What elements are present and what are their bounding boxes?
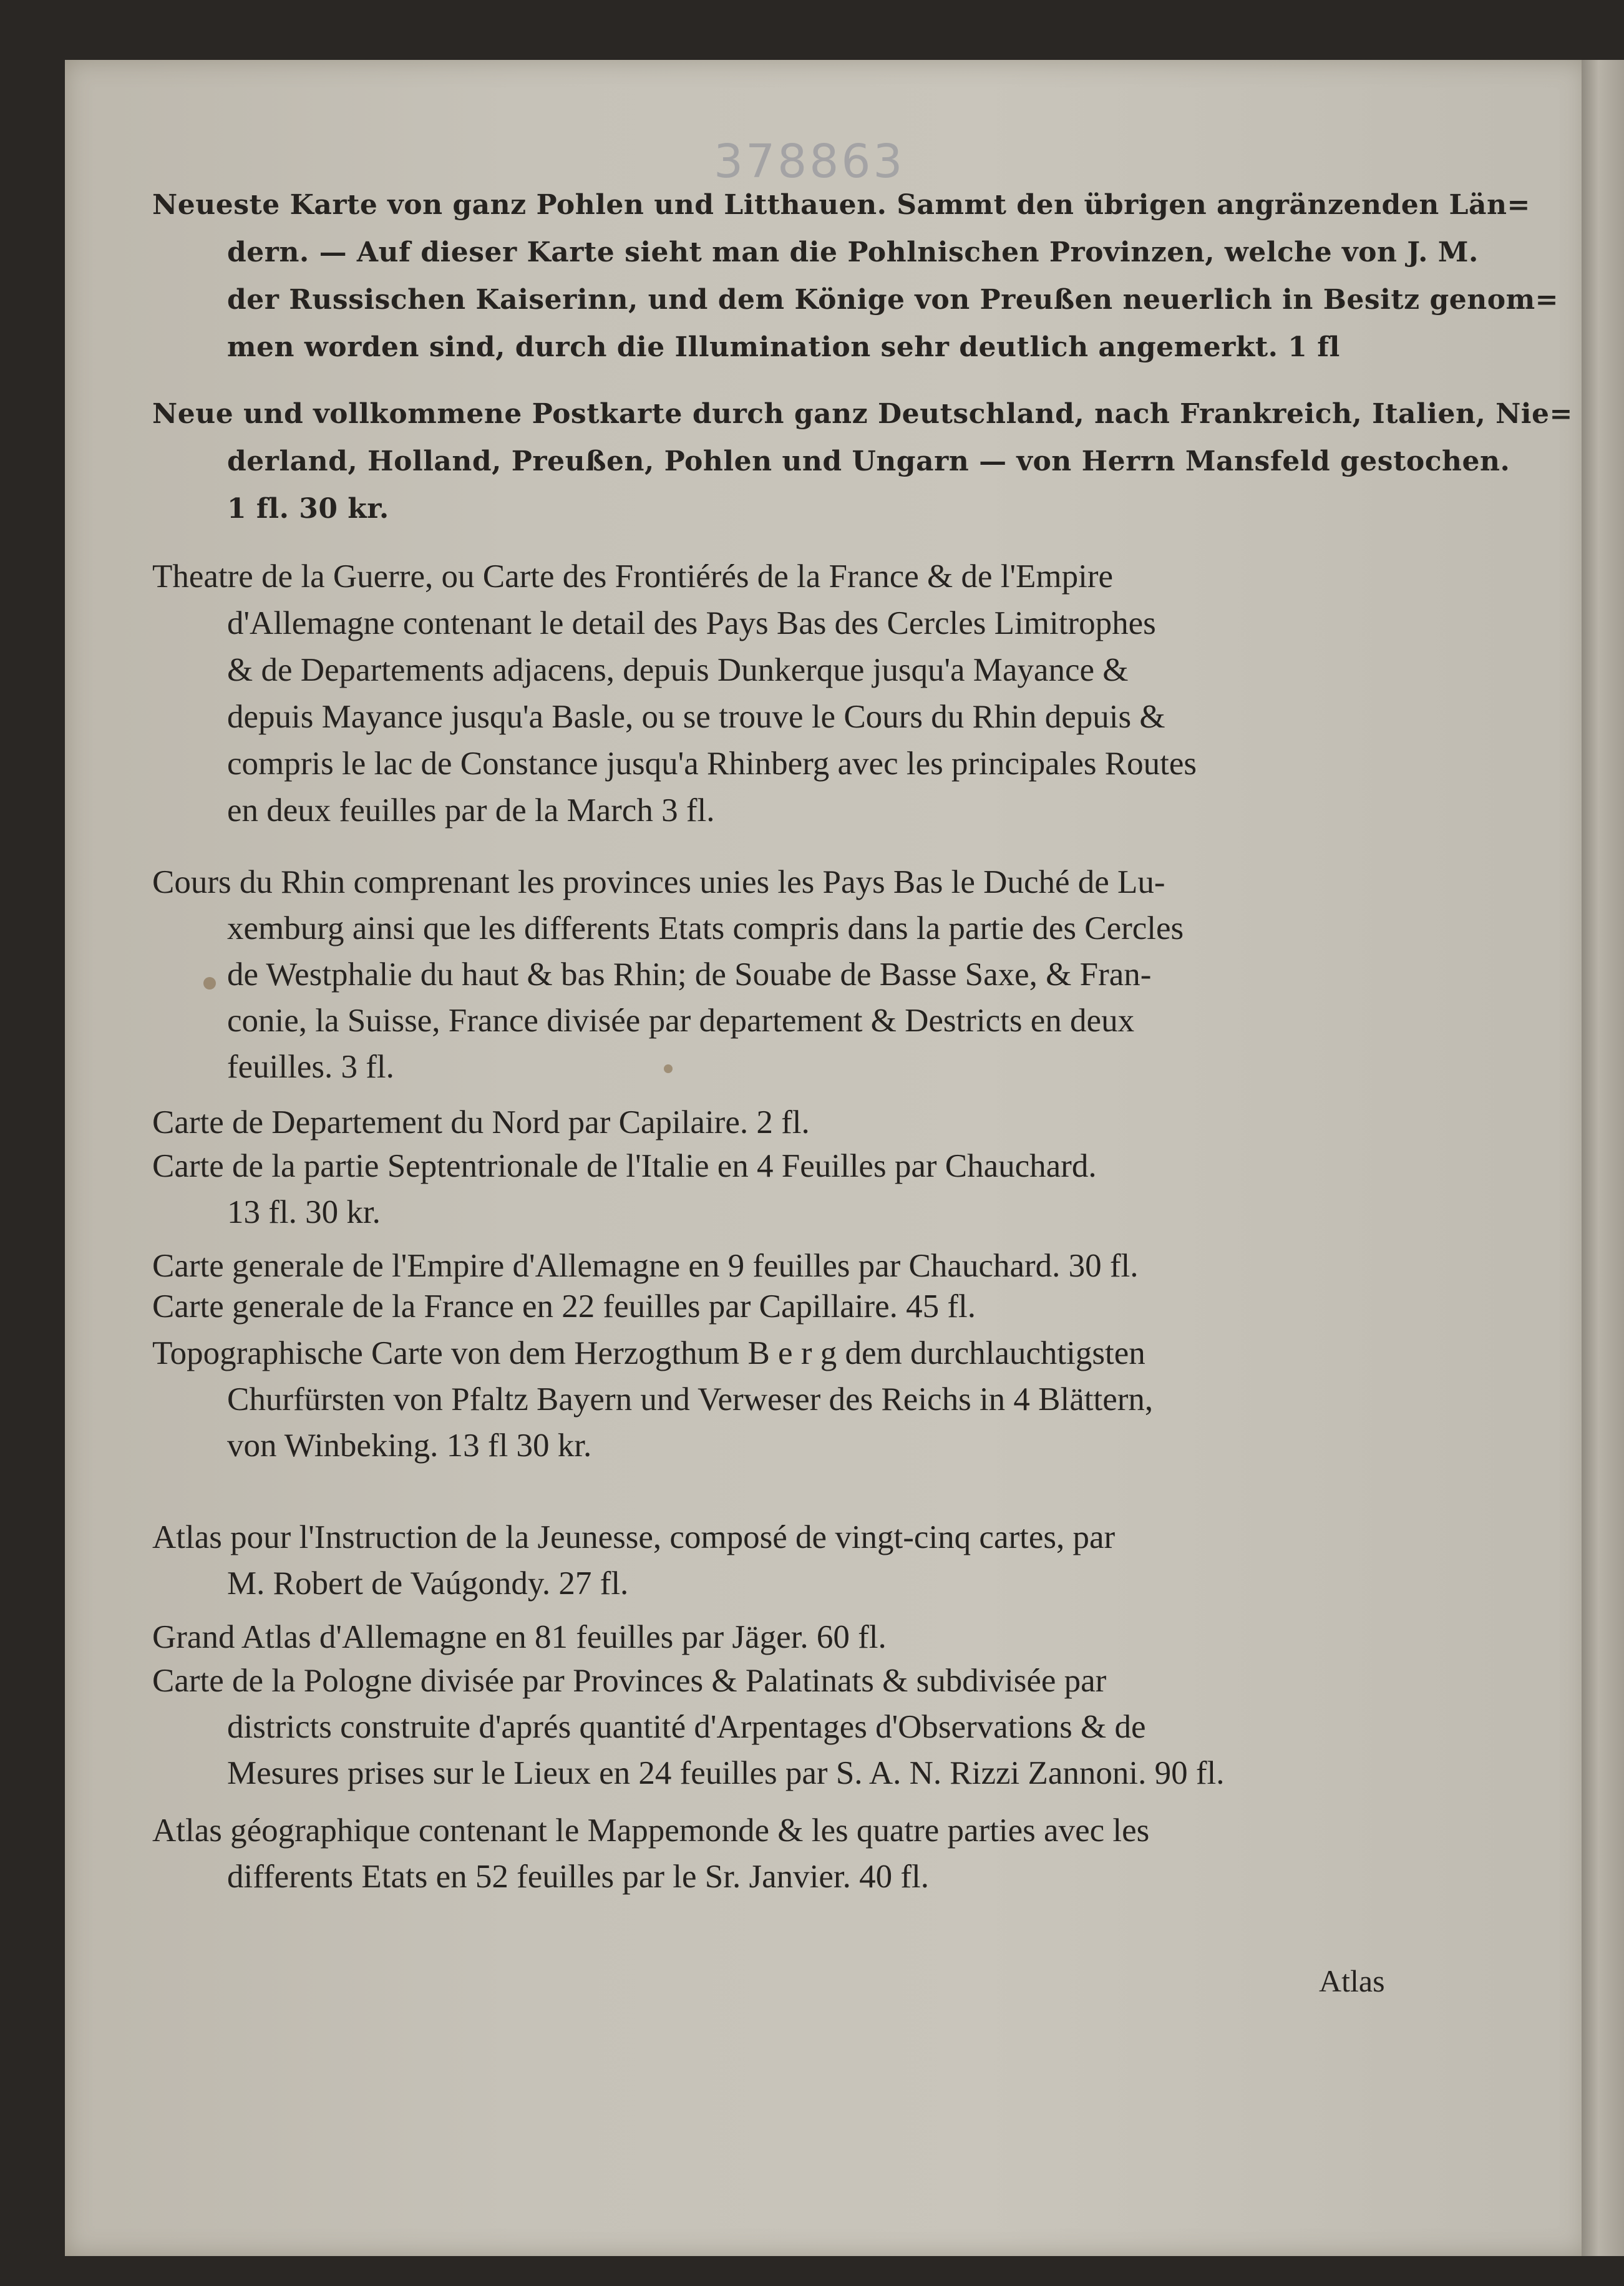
entry-line: 13 fl. 30 kr. [227, 1194, 381, 1230]
entry-line: Carte de Departement du Nord par Capilaire. 2 fl. [152, 1104, 810, 1141]
entry-line: Churfürsten von Pfaltz Bayern und Verweser des Reichs in 4 Blättern, [227, 1381, 1154, 1418]
entry-line: xemburg ainsi que les differents Etats compris dans la partie des Cercles [227, 910, 1184, 946]
entry-line: M. Robert de Vaúgondy. 27 fl. [227, 1565, 629, 1602]
catchword: Atlas [1319, 1963, 1385, 1998]
entry-line: conie, la Suisse, France divisée par departement & Destricts en deux [227, 1003, 1135, 1039]
entry-line: Neue und vollkommene Postkarte durch ganz Deutschland, nach Frankreich, Italien, Nie= [152, 398, 1573, 430]
entry-line: en deux feuilles par de la March 3 fl. [227, 792, 715, 829]
paper-page [65, 60, 1587, 2256]
entry-line: derland, Holland, Preußen, Pohlen und Ungarn — von Herrn Mansfeld gestochen. [227, 445, 1510, 477]
entry-line: Mesures prises sur le Lieux en 24 feuilles par S. A. N. Rizzi Zannoni. 90 fl. [227, 1755, 1225, 1791]
entry-line: von Winbeking. 13 fl 30 kr. [227, 1428, 592, 1464]
entry-line: Topographische Carte von dem Herzogthum B e r g dem durchlauchtigsten [152, 1335, 1145, 1371]
entry-line: Neueste Karte von ganz Pohlen und Litthauen. Sammt den übrigen angränzenden Län= [152, 189, 1530, 221]
entry-line: d'Allemagne contenant le detail des Pays Bas des Cercles Limitrophes [227, 605, 1156, 641]
entry-line: Carte generale de la France en 22 feuilles par Capillaire. 45 fl. [152, 1288, 976, 1325]
entry-line: de Westphalie du haut & bas Rhin; de Souabe de Basse Saxe, & Fran- [227, 956, 1152, 993]
entry-line: & de Departements adjacens, depuis Dunkerque jusqu'a Mayance & [227, 652, 1129, 688]
entry-line: Grand Atlas d'Allemagne en 81 feuilles par Jäger. 60 fl. [152, 1619, 887, 1655]
entry-line: 1 fl. 30 kr. [227, 493, 389, 525]
entry-line: Cours du Rhin comprenant les provinces unies les Pays Bas le Duché de Lu- [152, 864, 1165, 900]
page-fold-edge [1582, 60, 1624, 2256]
catalogue-entries [65, 60, 1587, 2256]
entry-line: Carte generale de l'Empire d'Allemagne en 9 feuilles par Chauchard. 30 fl. [152, 1248, 1139, 1284]
inventory-stamp: 378863 [714, 135, 905, 188]
entry-line: depuis Mayance jusqu'a Basle, ou se trouve le Cours du Rhin depuis & [227, 699, 1165, 735]
entry-line: Carte de la partie Septentrionale de l'Italie en 4 Feuilles par Chauchard. [152, 1148, 1097, 1184]
entry-line: feuilles. 3 fl. [227, 1049, 394, 1085]
entry-line: dern. — Auf dieser Karte sieht man die Pohlnischen Provinzen, welche von J. M. [227, 236, 1479, 268]
entry-line: Atlas géographique contenant le Mappemonde & les quatre parties avec les [152, 1812, 1150, 1849]
entry-line: men worden sind, durch die Illumination sehr deutlich angemerkt. 1 fl [227, 331, 1340, 363]
entry-line: differents Etats en 52 feuilles par le Sr. Janvier. 40 fl. [227, 1859, 929, 1895]
entry-line: Carte de la Pologne divisée par Provinces & Palatinats & subdivisée par [152, 1663, 1107, 1699]
entry-line: Atlas pour l'Instruction de la Jeunesse, composé de vingt-cinq cartes, par [152, 1519, 1116, 1555]
entry-line: districts construite d'aprés quantité d'Arpentages d'Observations & de [227, 1709, 1146, 1745]
entry-line: compris le lac de Constance jusqu'a Rhinberg avec les principales Routes [227, 746, 1197, 782]
entry-line: der Russischen Kaiserinn, und dem Könige von Preußen neuerlich in Besitz genom= [227, 284, 1559, 316]
entry-line: Theatre de la Guerre, ou Carte des Frontiérés de la France & de l'Empire [152, 558, 1114, 595]
